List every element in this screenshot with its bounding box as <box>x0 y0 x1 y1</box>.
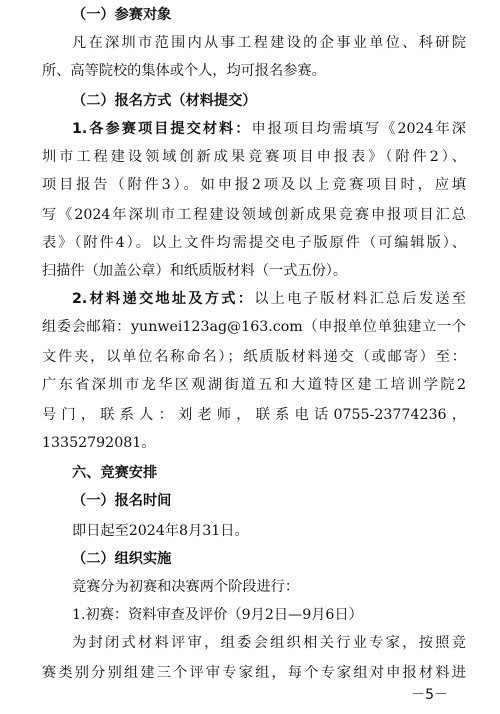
bold-heading-prefix: 2.材料递交地址及方式： <box>72 291 255 307</box>
text-line: 写《2024年深圳市工程建设领域创新成果竞赛申报项目汇总 <box>42 207 466 223</box>
text-line: 六、竞赛安排 <box>72 465 158 481</box>
text-line: 所、高等院校的集体或个人，均可报名参赛。 <box>42 63 326 79</box>
text-line: 号门，联系人：刘老师，联系电话0755-23774236， <box>42 407 466 423</box>
text-line: 为封闭式材料评审，组委会组织相关行业专家，按照竞 <box>72 635 466 651</box>
text-line: 项目报告（附件3）。如申报2项及以上竞赛项目时，应填 <box>42 177 466 193</box>
text-line: 文件夹，以单位名称命名）；纸质版材料递交（或邮寄）至： <box>42 349 466 365</box>
text-line: 圳市工程建设领域创新成果竞赛项目申报表》（附件2）、 <box>42 149 466 165</box>
text-line: （一）报名时间 <box>72 493 172 509</box>
text-line: 组委会邮箱：yunwei123ag@163.com（申报单位单独建立一个 <box>42 319 466 335</box>
text-line: （一）参赛对象 <box>72 7 172 23</box>
text-line: 1.初赛：资料审查及评价（9月2日—9月6日） <box>72 607 363 623</box>
text-line <box>72 119 466 139</box>
page-number: －5－ <box>411 687 448 703</box>
line-rest: 以上电子版材料汇总后发送至 <box>254 291 466 307</box>
text-line: 竞赛分为初赛和决赛两个阶段进行： <box>72 579 300 595</box>
text-line: 广东省深圳市龙华区观湖街道五和大道特区建工培训学院2 <box>42 377 466 393</box>
text-line: 赛类别分别组建三个评审专家组，每个专家组对申报材料进 <box>42 665 466 681</box>
text-line: 凡在深圳市范围内从事工程建设的企事业单位、科研院 <box>72 35 466 51</box>
text-line: 即日起至2024年8月31日。 <box>72 523 249 539</box>
text-line <box>72 289 466 309</box>
bold-heading-prefix: 1.各参赛项目提交材料： <box>72 121 252 137</box>
text-line: 13352792081。 <box>42 435 156 451</box>
text-line: 扫描件（加盖公章）和纸质版材料（一式五份）。 <box>42 263 348 279</box>
text-line: （二）报名方式（材料提交） <box>72 93 257 109</box>
text-line: （二）组织实施 <box>72 551 172 567</box>
line-rest: 申报项目均需填写《2024年深 <box>251 121 466 137</box>
text-line: 表》（附件4）。以上文件均需提交电子版原件（可编辑版）、 <box>42 235 466 251</box>
